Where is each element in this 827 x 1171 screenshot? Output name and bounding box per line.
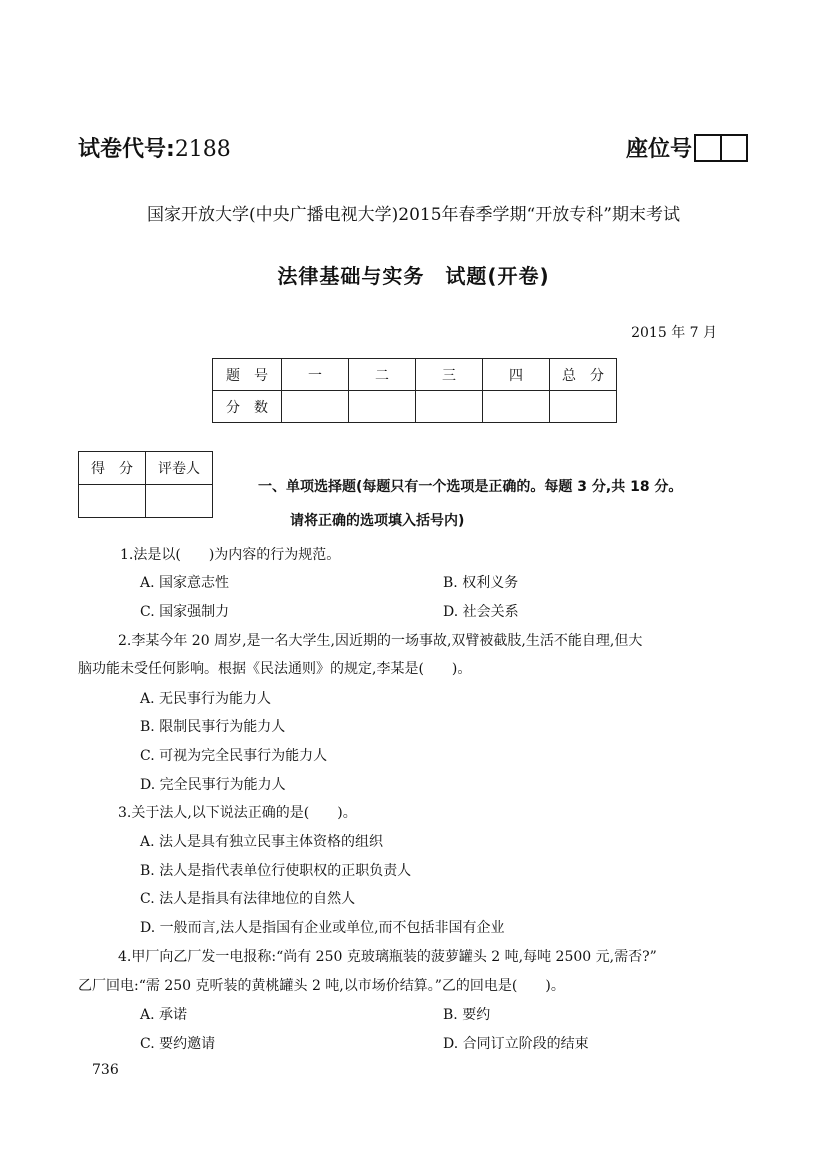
exam-code [78, 132, 231, 163]
q1-option-b: B. 权利义务 [443, 575, 519, 591]
seat-box [696, 136, 720, 160]
seat-number-boxes [694, 134, 748, 162]
grader-table [78, 451, 213, 518]
q2-option-b: B. 限制民事行为能力人 [140, 719, 286, 735]
q4-option-d: D. 合同订立阶段的结束 [443, 1036, 589, 1052]
seat-number [626, 132, 748, 163]
exam-code-label: 试卷代号: [78, 137, 175, 162]
score-cell[interactable] [282, 391, 349, 423]
score-header-cell: 题 号 [213, 359, 282, 391]
score-header-cell: 一 [282, 359, 349, 391]
q3-stem: 3.关于法人,以下说法正确的是( )。 [118, 805, 357, 821]
q3-option-c: C. 法人是指具有法律地位的自然人 [140, 891, 356, 907]
score-header-cell: 总 分 [550, 359, 617, 391]
seat-number-label: 座位号 [626, 137, 693, 162]
score-header-cell: 二 [349, 359, 416, 391]
university-line: 国家开放大学(中央广播电视大学)2015年春季学期“开放专科”期末考试 [147, 205, 680, 225]
q2-option-c: C. 可视为完全民事行为能力人 [140, 748, 328, 764]
grader-score-cell[interactable] [79, 485, 146, 518]
q3-option-b: B. 法人是指代表单位行使职权的正职负责人 [140, 863, 412, 879]
score-table [212, 358, 617, 423]
seat-box [720, 136, 746, 160]
q4-option-b: B. 要约 [443, 1007, 491, 1023]
score-cell[interactable] [349, 391, 416, 423]
grader-name-cell[interactable] [146, 485, 213, 518]
score-header-cell: 三 [416, 359, 483, 391]
q2-option-a: A. 无民事行为能力人 [140, 691, 272, 707]
q2-option-d: D. 完全民事行为能力人 [140, 777, 286, 793]
exam-title: 法律基础与实务 试题(开卷) [277, 264, 550, 288]
exam-code-value: 2188 [174, 137, 231, 162]
score-row-label: 分 数 [213, 391, 282, 423]
q1-option-a: A. 国家意志性 [140, 575, 230, 591]
score-table-score-row [213, 391, 617, 423]
q1-option-c: C. 国家强制力 [140, 604, 230, 620]
q3-option-a: A. 法人是具有独立民事主体资格的组织 [140, 834, 384, 850]
score-cell[interactable] [483, 391, 550, 423]
page-number: 736 [92, 1062, 119, 1078]
q4-stem-line1: 4.甲厂向乙厂发一电报称:“尚有 250 克玻璃瓶装的菠萝罐头 2 吨,每吨 2500 元,需否?” [118, 949, 657, 965]
score-table-header-row [213, 359, 617, 391]
grader-header-grader: 评卷人 [146, 452, 213, 485]
q2-stem-line2: 脑功能未受任何影响。根据《民法通则》的规定,李某是( )。 [78, 661, 472, 677]
q4-option-c: C. 要约邀请 [140, 1036, 216, 1052]
exam-date: 2015 年 7 月 [631, 325, 717, 341]
q2-stem-line1: 2.李某今年 20 周岁,是一名大学生,因近期的一场事故,双臂被截肢,生活不能自理,但大 [118, 633, 643, 649]
section-heading: 一、单项选择题(每题只有一个选项是正确的。每题 3 分,共 18 分。 [258, 479, 683, 495]
q1-stem: 1.法是以( )为内容的行为规范。 [120, 547, 341, 563]
section-instruction: 请将正确的选项填入括号内) [290, 513, 465, 529]
q4-option-a: A. 承诺 [140, 1007, 188, 1023]
q3-option-d: D. 一般而言,法人是指国有企业或单位,而不包括非国有企业 [140, 920, 505, 936]
score-cell[interactable] [550, 391, 617, 423]
grader-header-score: 得 分 [79, 452, 146, 485]
q1-option-d: D. 社会关系 [443, 604, 519, 620]
score-cell[interactable] [416, 391, 483, 423]
score-header-cell: 四 [483, 359, 550, 391]
q4-stem-line2: 乙厂回电:“需 250 克听装的黄桃罐头 2 吨,以市场价结算。”乙的回电是( )。 [78, 978, 565, 994]
